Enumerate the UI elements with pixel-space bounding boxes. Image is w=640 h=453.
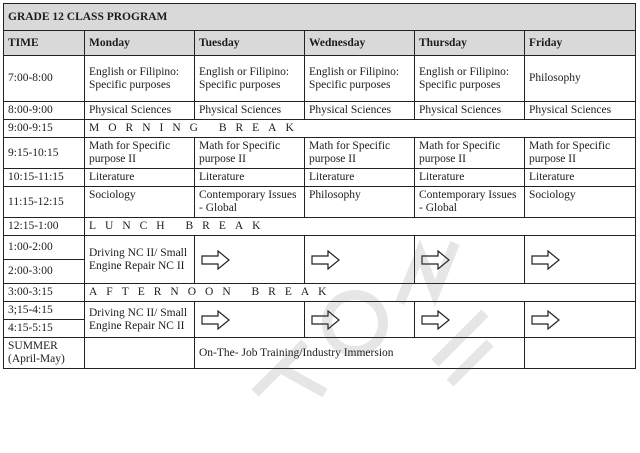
right-arrow-icon xyxy=(201,250,231,270)
continuation-cell xyxy=(195,236,305,284)
class-cell: Literature xyxy=(195,169,305,187)
class-cell: English or Filipino: Specific purposes xyxy=(415,56,525,102)
break-row xyxy=(4,120,636,138)
title-row xyxy=(4,4,636,31)
class-cell: Math for Specific purpose II xyxy=(305,138,415,169)
time-cell: 3:00-3:15 xyxy=(4,284,85,302)
time-cell: 9:00-9:15 xyxy=(4,120,85,138)
continuation-cell xyxy=(525,236,636,284)
continuation-cell xyxy=(415,302,525,338)
header-monday: Monday xyxy=(85,31,195,56)
table-row xyxy=(4,138,636,169)
class-cell: Literature xyxy=(525,169,636,187)
header-thursday: Thursday xyxy=(415,31,525,56)
time-cell: 9:15-10:15 xyxy=(4,138,85,169)
time-cell: 12:15-1:00 xyxy=(4,218,85,236)
continuation-cell xyxy=(195,302,305,338)
class-cell: Philosophy xyxy=(305,187,415,218)
class-cell: Philosophy xyxy=(525,56,636,102)
afternoon-break-label: AFTERNOON BREAK xyxy=(85,284,636,302)
right-arrow-icon xyxy=(421,310,451,330)
header-tuesday: Tuesday xyxy=(195,31,305,56)
continuation-cell xyxy=(305,302,415,338)
class-cell: Sociology xyxy=(85,187,195,218)
header-row xyxy=(4,31,636,56)
class-cell: Physical Sciences xyxy=(195,102,305,120)
class-cell: English or Filipino: Specific purposes xyxy=(85,56,195,102)
time-cell: 7:00-8:00 xyxy=(4,56,85,102)
empty-cell xyxy=(85,338,195,369)
time-cell: 2:00-3:00 xyxy=(4,260,85,284)
header-friday: Friday xyxy=(525,31,636,56)
class-cell: Sociology xyxy=(525,187,636,218)
right-arrow-icon xyxy=(531,250,561,270)
class-cell: Physical Sciences xyxy=(525,102,636,120)
time-cell: 4:15-5:15 xyxy=(4,320,85,338)
time-cell: 10:15-11:15 xyxy=(4,169,85,187)
morning-break-label: MORNING BREAK xyxy=(85,120,636,138)
header-wednesday: Wednesday xyxy=(305,31,415,56)
break-row xyxy=(4,284,636,302)
right-arrow-icon xyxy=(311,310,341,330)
class-cell: Physical Sciences xyxy=(305,102,415,120)
right-arrow-icon xyxy=(421,250,451,270)
table-row xyxy=(4,187,636,218)
table-row xyxy=(4,236,636,260)
class-cell: Contemporary Issues - Global xyxy=(415,187,525,218)
header-time: TIME xyxy=(4,31,85,56)
class-cell: Math for Specific purpose II xyxy=(525,138,636,169)
class-cell: Math for Specific purpose II xyxy=(85,138,195,169)
time-cell: 8:00-9:00 xyxy=(4,102,85,120)
immersion-label: On-The- Job Training/Industry Immersion xyxy=(195,338,525,369)
right-arrow-icon xyxy=(531,310,561,330)
class-program-table xyxy=(3,3,636,369)
continuation-cell xyxy=(525,302,636,338)
class-program-sheet xyxy=(3,3,635,450)
time-cell: 1:00-2:00 xyxy=(4,236,85,260)
class-cell: Driving NC II/ Small Engine Repair NC II xyxy=(85,302,195,338)
table-row xyxy=(4,338,636,369)
class-cell: Literature xyxy=(305,169,415,187)
table-row xyxy=(4,169,636,187)
class-cell: Physical Sciences xyxy=(415,102,525,120)
time-cell: SUMMER (April-May) xyxy=(4,338,85,369)
class-cell: Driving NC II/ Small Engine Repair NC II xyxy=(85,236,195,284)
time-cell: 3;15-4:15 xyxy=(4,302,85,320)
class-cell: English or Filipino: Specific purposes xyxy=(195,56,305,102)
class-cell: Math for Specific purpose II xyxy=(195,138,305,169)
break-row xyxy=(4,218,636,236)
right-arrow-icon xyxy=(201,310,231,330)
class-cell: Literature xyxy=(415,169,525,187)
table-row xyxy=(4,302,636,320)
right-arrow-icon xyxy=(311,250,341,270)
class-cell: English or Filipino: Specific purposes xyxy=(305,56,415,102)
class-cell: Contemporary Issues - Global xyxy=(195,187,305,218)
program-title: GRADE 12 CLASS PROGRAM xyxy=(4,4,636,31)
time-cell: 11:15-12:15 xyxy=(4,187,85,218)
class-cell: Literature xyxy=(85,169,195,187)
continuation-cell xyxy=(415,236,525,284)
lunch-break-label: LUNCH BREAK xyxy=(85,218,636,236)
class-cell: Math for Specific purpose II xyxy=(415,138,525,169)
continuation-cell xyxy=(305,236,415,284)
table-row xyxy=(4,56,636,102)
table-row xyxy=(4,102,636,120)
class-cell: Physical Sciences xyxy=(85,102,195,120)
empty-cell xyxy=(525,338,636,369)
